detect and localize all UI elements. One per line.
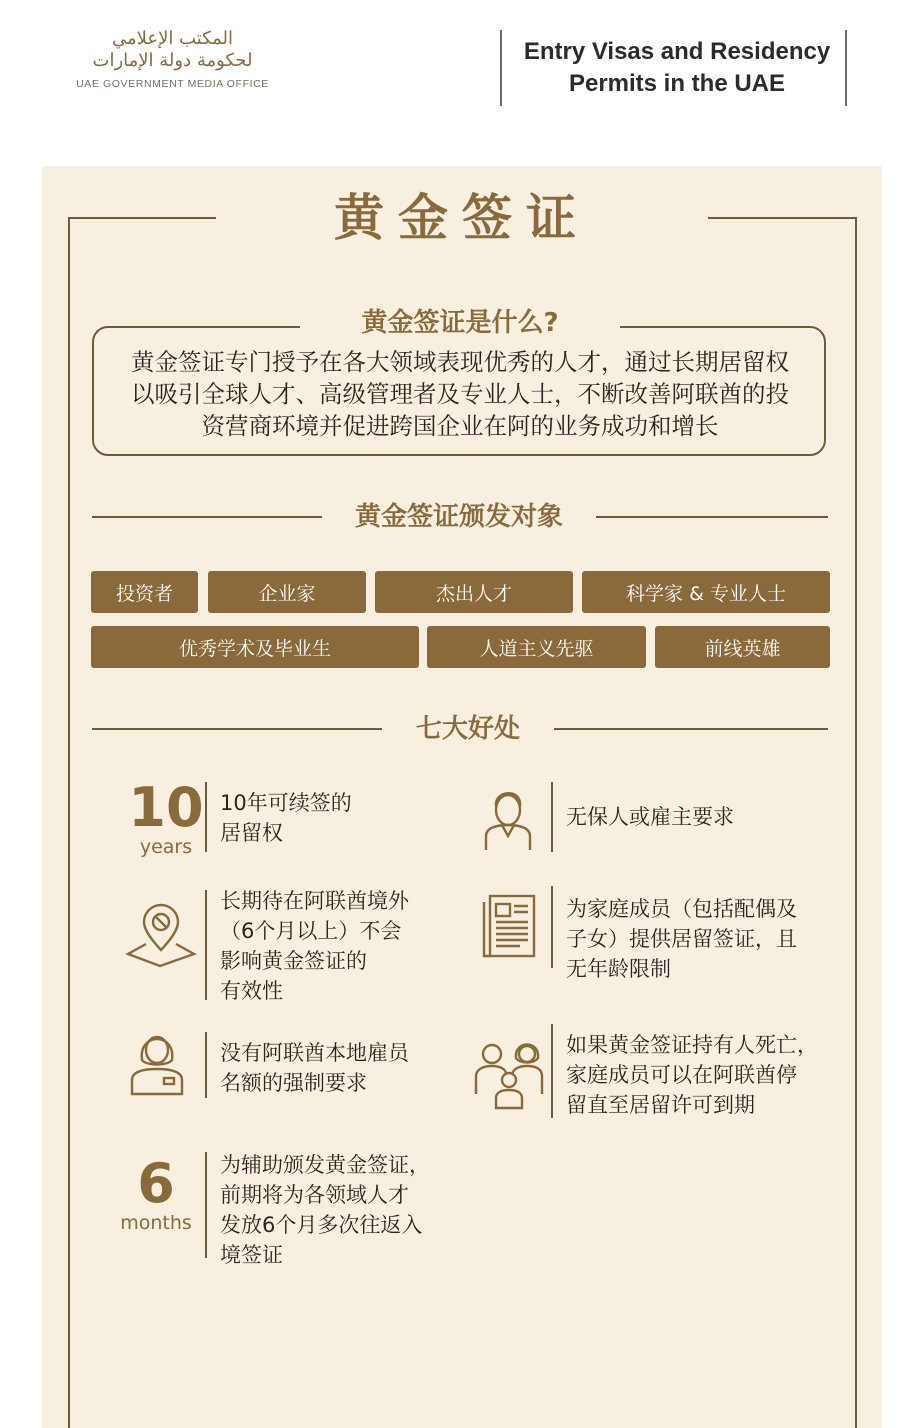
header-divider-right [845,30,847,106]
benefit7-line: 境签证 [220,1243,283,1267]
employee-icon [126,1024,188,1096]
benefit6-line: 留直至居留许可到期 [566,1093,755,1117]
benefit1-text [220,788,352,848]
benefit2-line: 无保人或雇主要求 [566,805,734,829]
logo-arabic-line2: لحكومة دولة الإمارات [92,50,253,71]
chip-humanitarian: 人道主义先驱 [427,626,646,668]
frame-left-line [68,218,70,1428]
chip-frontline-heroes: 前线英雄 [655,626,830,668]
header-title-line1: Entry Visas and Residency [523,38,831,65]
benefit1-unit: years [139,836,193,858]
benefit7-unit: months [120,1212,192,1234]
person-icon [478,780,538,852]
benefit4-line: 为家庭成员（包括配偶及 [566,897,797,921]
benefit6-line: 家庭成员可以在阿联酋停 [566,1063,797,1087]
benefits-rule-left [92,728,382,730]
eligible-rule-left [92,516,322,518]
benefit7-separator [205,1152,207,1258]
benefit6-line: 如果黄金签证持有人死亡， [566,1033,818,1057]
benefit4-text [566,894,797,984]
location-icon [124,898,198,968]
logo-arabic-line1: المكتب الإعلامي [111,28,234,49]
benefit3-line: 影响黄金签证的 [220,949,367,973]
page-header [0,0,917,140]
benefit3-separator [205,890,207,1000]
benefit1-line: 10年可续签的 [220,791,352,815]
what-line: 以吸引全球人才、高级管理者及专业人士，不断改善阿联酋的投 [131,380,789,408]
benefit4-line: 无年龄限制 [566,957,671,981]
benefit3-line: 长期待在阿联酋境外 [220,889,409,913]
frame-top-left-line [68,217,216,219]
benefit5-separator [205,1032,207,1098]
header-title [512,36,842,100]
benefit1-number [120,776,212,858]
benefit7-number [112,1152,200,1234]
benefit6-text [566,1030,818,1120]
what-heading: 黄金签证是什么? [300,306,620,340]
chip-outstanding-talent: 杰出人才 [375,571,573,613]
benefit3-line: （6个月以上）不会 [220,919,402,943]
benefit7-value: 6 [137,1152,175,1215]
benefits-rule-right [554,728,828,730]
benefit5-line: 名额的强制要求 [220,1071,367,1095]
benefit4-line: 子女）提供居留签证，且 [566,927,797,951]
what-line: 资营商环境并促进跨国企业在阿的业务成功和增长 [201,412,719,440]
benefit7-line: 为辅助颁发黄金签证， [220,1153,430,1177]
header-divider-left [500,30,502,106]
benefit7-text [220,1150,430,1270]
benefit1-value: 10 [128,776,204,839]
benefit7-line: 发放6个月多次往返入 [220,1213,423,1237]
benefit3-line: 有效性 [220,979,283,1003]
benefit2-separator [551,782,553,852]
benefit1-line: 居留权 [220,821,283,845]
benefit5-text [220,1038,409,1098]
benefit4-separator [551,886,553,968]
chip-entrepreneur: 企业家 [208,571,366,613]
what-line: 黄金签证专门授予在各大领域表现优秀的人才，通过长期居留权 [131,348,789,376]
benefit6-separator [551,1024,553,1118]
chip-students: 优秀学术及毕业生 [91,626,419,668]
chip-scientists: 科学家 & 专业人士 [582,571,830,613]
what-text [100,346,820,442]
frame-top-right-line [708,217,857,219]
eligible-rule-right [596,516,828,518]
benefit7-line: 前期将为各领域人才 [220,1183,409,1207]
benefit2-text [566,802,734,832]
header-title-line2: Permits in the UAE [568,70,786,97]
logo-english: UAE GOVERNMENT MEDIA OFFICE [76,78,269,90]
benefit3-text [220,886,409,1006]
family-icon [472,1036,546,1110]
chip-investor: 投资者 [91,571,198,613]
benefit1-separator [205,782,207,852]
benefit5-line: 没有阿联酋本地雇员 [220,1041,409,1065]
eligible-heading: 黄金签证颁发对象 [354,502,563,532]
document-icon [480,890,538,960]
uae-media-office-logo [60,28,285,90]
benefits-heading: 七大好处 [415,714,520,744]
frame-right-line [855,218,857,1428]
page-title: 黄金签证 [334,189,590,247]
